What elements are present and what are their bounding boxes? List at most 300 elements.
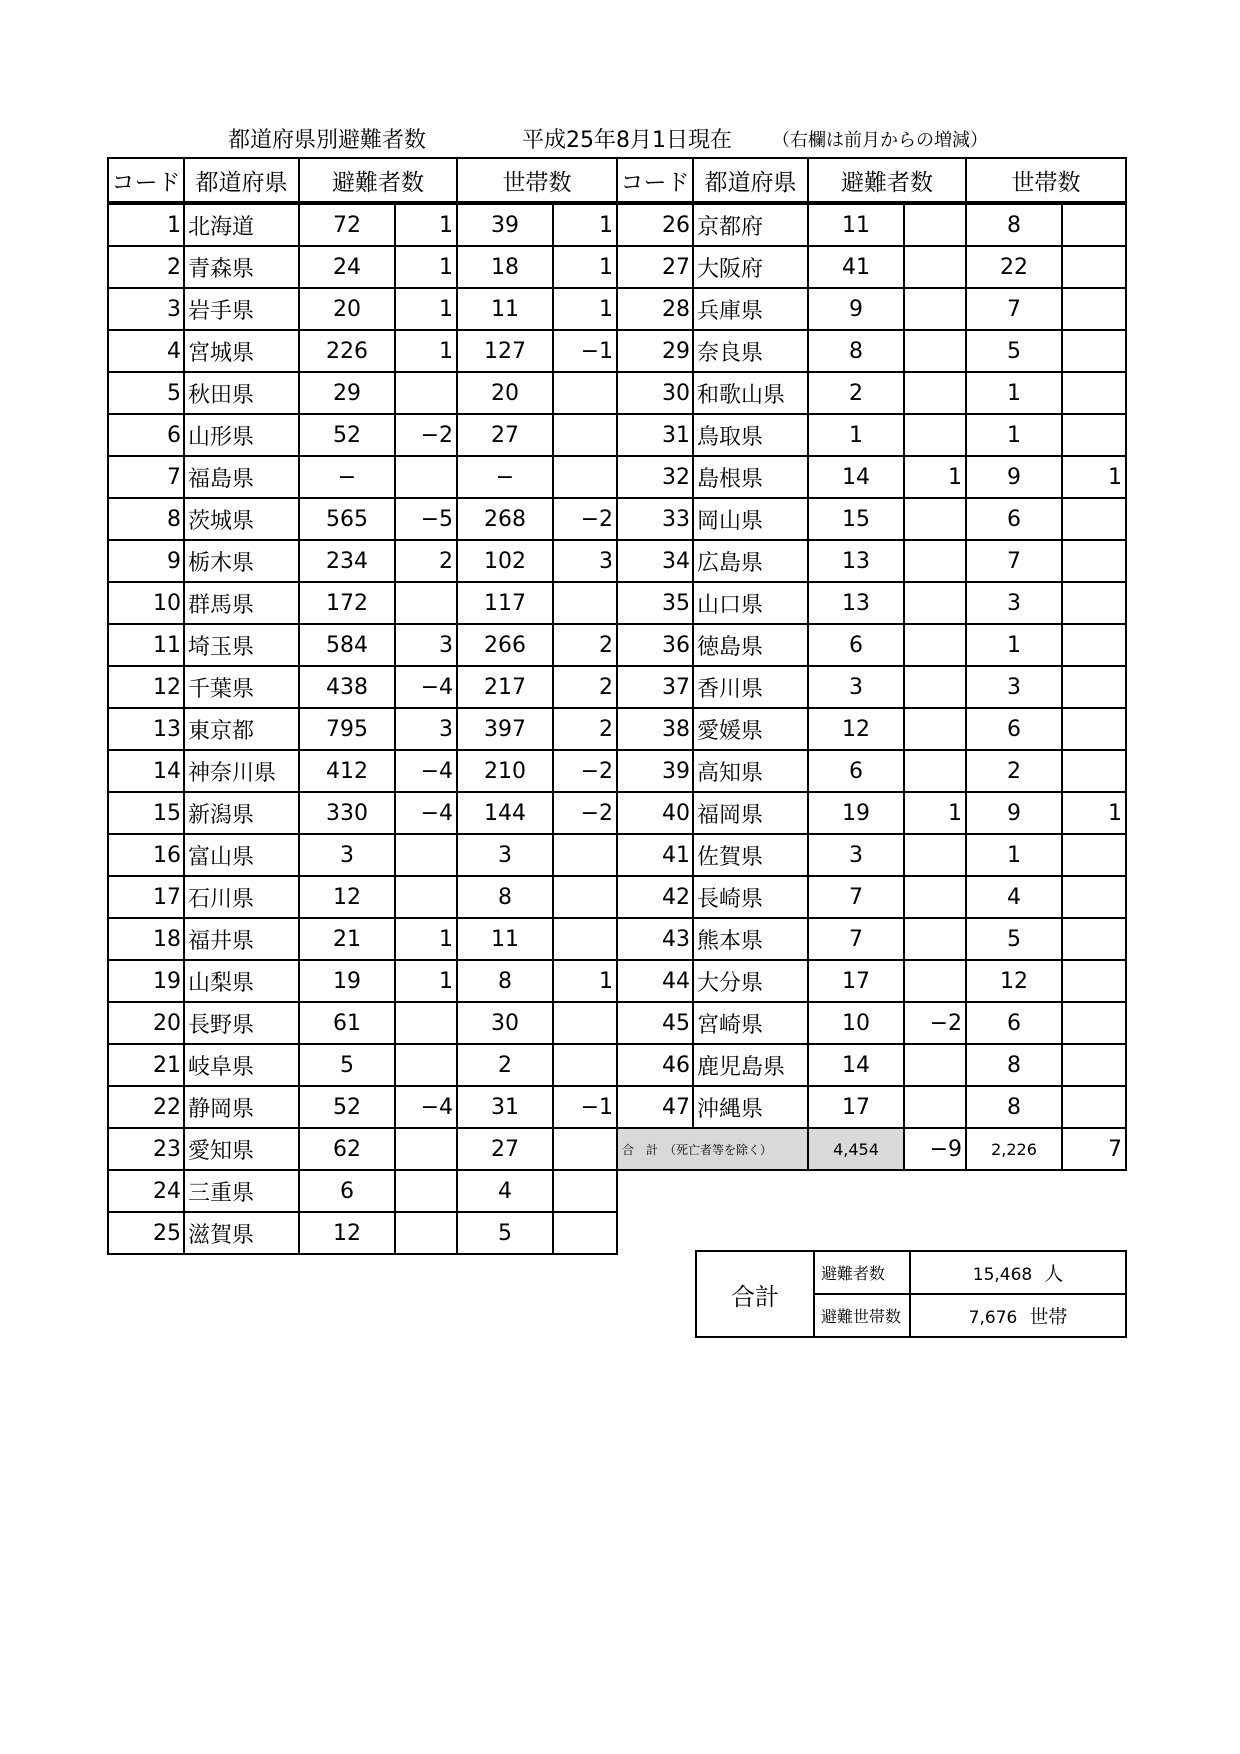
household-change [1062, 708, 1126, 750]
table-row [108, 834, 617, 876]
household-count: 3 [457, 834, 553, 876]
evacuee-count: 6 [808, 624, 904, 666]
prefecture-name: 鳥取県 [693, 414, 808, 456]
household-count: 1 [966, 624, 1062, 666]
prefecture-name: 熊本県 [693, 918, 808, 960]
total-evacuees-value: 15,468 [972, 1265, 1033, 1285]
subtotal-evacuee-change: −9 [904, 1128, 966, 1170]
household-count: 8 [966, 203, 1062, 246]
evacuee-change: 1 [395, 246, 457, 288]
evacuee-change: −4 [395, 666, 457, 708]
table-row [108, 1128, 617, 1170]
total-households-cell [910, 1294, 1126, 1337]
evacuee-count: 234 [299, 540, 395, 582]
household-count: 268 [457, 498, 553, 540]
table-row [617, 960, 1126, 1002]
household-change: −2 [553, 792, 617, 834]
household-count: 6 [966, 1002, 1062, 1044]
evacuee-count: 10 [808, 1002, 904, 1044]
evacuee-count: 2 [808, 372, 904, 414]
evacuee-count: 12 [299, 876, 395, 918]
total-evacuees-cell [910, 1251, 1126, 1294]
as-of-date: 平成25年8月1日現在 [522, 128, 732, 153]
table-row [108, 624, 617, 666]
evacuee-count: 19 [299, 960, 395, 1002]
household-count: 9 [966, 456, 1062, 498]
column-header-households: 世帯数 [966, 158, 1126, 203]
evacuee-change [395, 1002, 457, 1044]
household-change [1062, 372, 1126, 414]
column-header-evacuees: 避難者数 [808, 158, 966, 203]
prefecture-name: 東京都 [184, 708, 299, 750]
evacuee-count: 52 [299, 414, 395, 456]
prefecture-name: 徳島県 [693, 624, 808, 666]
prefecture-code: 42 [617, 876, 693, 918]
household-count: 30 [457, 1002, 553, 1044]
prefecture-name: 神奈川県 [184, 750, 299, 792]
evacuee-change: 1 [395, 288, 457, 330]
table-row [617, 918, 1126, 960]
prefecture-name: 埼玉県 [184, 624, 299, 666]
evacuee-change: 1 [904, 456, 966, 498]
table-row [617, 288, 1126, 330]
prefecture-name: 大阪府 [693, 246, 808, 288]
household-change [1062, 876, 1126, 918]
table-row [108, 1044, 617, 1086]
household-change: 3 [553, 540, 617, 582]
household-change: 1 [553, 288, 617, 330]
household-change [553, 582, 617, 624]
household-count: 117 [457, 582, 553, 624]
prefecture-code: 45 [617, 1002, 693, 1044]
evacuee-change [904, 498, 966, 540]
evacuee-count: 9 [808, 288, 904, 330]
table-row [108, 1212, 617, 1254]
prefecture-code: 35 [617, 582, 693, 624]
evacuee-change [904, 330, 966, 372]
evacuee-change: −5 [395, 498, 457, 540]
table-row [617, 624, 1126, 666]
column-header-code: コード [617, 158, 693, 203]
evacuee-change [904, 1044, 966, 1086]
household-count: 397 [457, 708, 553, 750]
prefecture-code: 36 [617, 624, 693, 666]
delta-note: （右欄は前月からの増減） [772, 130, 988, 151]
household-change [553, 456, 617, 498]
prefecture-code: 30 [617, 372, 693, 414]
prefecture-name: 香川県 [693, 666, 808, 708]
evacuee-change [395, 1128, 457, 1170]
prefecture-code: 29 [617, 330, 693, 372]
column-header-evacuees: 避難者数 [299, 158, 457, 203]
prefecture-code: 13 [108, 708, 184, 750]
prefecture-name: 静岡県 [184, 1086, 299, 1128]
household-change: 1 [1062, 456, 1126, 498]
household-change [1062, 1044, 1126, 1086]
prefecture-code: 32 [617, 456, 693, 498]
evacuee-count: 19 [808, 792, 904, 834]
table-row [108, 246, 617, 288]
prefecture-code: 1 [108, 203, 184, 246]
prefecture-name: 山口県 [693, 582, 808, 624]
household-count: 266 [457, 624, 553, 666]
total-evacuees-unit: 人 [1044, 1263, 1064, 1285]
evacuee-count: 6 [808, 750, 904, 792]
table-row [617, 708, 1126, 750]
evacuee-change [904, 624, 966, 666]
household-count: 8 [966, 1086, 1062, 1128]
evacuee-change [395, 1212, 457, 1254]
prefecture-name: 石川県 [184, 876, 299, 918]
prefecture-name: 栃木県 [184, 540, 299, 582]
prefecture-name: 鹿児島県 [693, 1044, 808, 1086]
household-count: 12 [966, 960, 1062, 1002]
household-count: 5 [457, 1212, 553, 1254]
prefecture-name: 福岡県 [693, 792, 808, 834]
prefecture-code: 21 [108, 1044, 184, 1086]
evacuee-change [395, 876, 457, 918]
evacuee-count: 41 [808, 246, 904, 288]
prefecture-name: 千葉県 [184, 666, 299, 708]
evacuee-count: 3 [808, 666, 904, 708]
household-count: 5 [966, 330, 1062, 372]
prefecture-name: 島根県 [693, 456, 808, 498]
evacuee-change [904, 918, 966, 960]
evacuee-count: 17 [808, 960, 904, 1002]
total-households-label: 避難世帯数 [814, 1294, 910, 1337]
household-change [553, 372, 617, 414]
table-row [108, 1086, 617, 1128]
evacuee-count: 3 [808, 834, 904, 876]
evacuee-count: 15 [808, 498, 904, 540]
evacuee-change: 1 [395, 960, 457, 1002]
table-row [617, 540, 1126, 582]
prefecture-code: 31 [617, 414, 693, 456]
prefecture-code: 27 [617, 246, 693, 288]
grand-total-table [695, 1250, 1127, 1338]
evacuee-count: − [299, 456, 395, 498]
table-row [617, 414, 1126, 456]
household-change: −1 [553, 1086, 617, 1128]
household-count: 22 [966, 246, 1062, 288]
household-change: −2 [553, 750, 617, 792]
table-row [108, 203, 617, 246]
table-row [108, 792, 617, 834]
grand-total-label: 合計 [696, 1251, 814, 1337]
prefecture-name: 岐阜県 [184, 1044, 299, 1086]
table-header-row [617, 158, 1126, 203]
table-row [617, 876, 1126, 918]
prefecture-code: 41 [617, 834, 693, 876]
prefecture-name: 青森県 [184, 246, 299, 288]
prefecture-code: 3 [108, 288, 184, 330]
prefecture-code: 16 [108, 834, 184, 876]
evacuee-count: 3 [299, 834, 395, 876]
household-count: 8 [457, 876, 553, 918]
evacuee-count: 5 [299, 1044, 395, 1086]
household-change [1062, 203, 1126, 246]
evacuee-count: 12 [808, 708, 904, 750]
household-change: −2 [553, 498, 617, 540]
household-change: 1 [553, 203, 617, 246]
table-row [617, 1044, 1126, 1086]
prefecture-code: 26 [617, 203, 693, 246]
table-row [108, 456, 617, 498]
prefecture-name: 奈良県 [693, 330, 808, 372]
prefecture-code: 6 [108, 414, 184, 456]
evacuee-count: 21 [299, 918, 395, 960]
table-row [617, 498, 1126, 540]
household-count: 210 [457, 750, 553, 792]
evacuee-count: 11 [808, 203, 904, 246]
household-change [1062, 582, 1126, 624]
evacuee-change: −4 [395, 750, 457, 792]
household-change: 2 [553, 624, 617, 666]
evacuee-count: 20 [299, 288, 395, 330]
table-row [108, 372, 617, 414]
household-count: 9 [966, 792, 1062, 834]
household-count: 3 [966, 666, 1062, 708]
household-count: 39 [457, 203, 553, 246]
prefecture-name: 福井県 [184, 918, 299, 960]
household-change [1062, 666, 1126, 708]
prefecture-code: 15 [108, 792, 184, 834]
evacuee-count: 226 [299, 330, 395, 372]
prefecture-name: 宮城県 [184, 330, 299, 372]
prefecture-code: 4 [108, 330, 184, 372]
evacuee-count: 12 [299, 1212, 395, 1254]
evacuee-change: 2 [395, 540, 457, 582]
evacuee-count: 7 [808, 876, 904, 918]
table-row [108, 1170, 617, 1212]
household-count: 11 [457, 918, 553, 960]
household-count: 1 [966, 414, 1062, 456]
household-count: 2 [457, 1044, 553, 1086]
evacuee-change [904, 834, 966, 876]
household-change [1062, 624, 1126, 666]
prefecture-code: 28 [617, 288, 693, 330]
prefecture-name: 長野県 [184, 1002, 299, 1044]
table-row [108, 414, 617, 456]
evacuee-change [395, 834, 457, 876]
prefecture-code: 22 [108, 1086, 184, 1128]
subtotal-evacuee-count: 4,454 [808, 1128, 904, 1170]
evacuee-count: 13 [808, 582, 904, 624]
prefecture-code: 24 [108, 1170, 184, 1212]
prefecture-code: 39 [617, 750, 693, 792]
evacuee-change [904, 414, 966, 456]
table-row [108, 876, 617, 918]
evacuee-count: 330 [299, 792, 395, 834]
evacuee-count: 584 [299, 624, 395, 666]
prefecture-name: 山梨県 [184, 960, 299, 1002]
table-row [617, 246, 1126, 288]
evacuee-change [904, 372, 966, 414]
prefecture-code: 34 [617, 540, 693, 582]
prefecture-name: 兵庫県 [693, 288, 808, 330]
household-change [1062, 414, 1126, 456]
household-count: 4 [966, 876, 1062, 918]
household-count: 27 [457, 414, 553, 456]
evacuee-count: 1 [808, 414, 904, 456]
prefecture-code: 20 [108, 1002, 184, 1044]
prefecture-name: 大分県 [693, 960, 808, 1002]
evacuee-change [904, 582, 966, 624]
household-change: 1 [1062, 792, 1126, 834]
prefecture-code: 33 [617, 498, 693, 540]
prefecture-name: 広島県 [693, 540, 808, 582]
household-count: 20 [457, 372, 553, 414]
evacuee-change [904, 246, 966, 288]
household-change [1062, 540, 1126, 582]
prefecture-code: 23 [108, 1128, 184, 1170]
prefecture-name: 三重県 [184, 1170, 299, 1212]
column-header-households: 世帯数 [457, 158, 617, 203]
evacuee-change [395, 456, 457, 498]
prefecture-name: 和歌山県 [693, 372, 808, 414]
household-change [1062, 1086, 1126, 1128]
evacuee-change: 1 [395, 918, 457, 960]
household-change [1062, 498, 1126, 540]
household-count: 4 [457, 1170, 553, 1212]
prefecture-name: 高知県 [693, 750, 808, 792]
prefecture-code: 2 [108, 246, 184, 288]
prefecture-name: 岩手県 [184, 288, 299, 330]
evacuee-count: 52 [299, 1086, 395, 1128]
prefecture-name: 新潟県 [184, 792, 299, 834]
evacuee-count: 438 [299, 666, 395, 708]
prefecture-name: 福島県 [184, 456, 299, 498]
table-row [108, 498, 617, 540]
household-change [553, 1002, 617, 1044]
column-header-prefecture: 都道府県 [693, 158, 808, 203]
household-change [1062, 246, 1126, 288]
evacuee-change: 1 [395, 203, 457, 246]
table-row [108, 918, 617, 960]
table-row [617, 666, 1126, 708]
household-count: 5 [966, 918, 1062, 960]
prefecture-code: 43 [617, 918, 693, 960]
prefecture-name: 宮崎県 [693, 1002, 808, 1044]
evacuee-change [904, 1086, 966, 1128]
evacuee-count: 565 [299, 498, 395, 540]
table-row [617, 582, 1126, 624]
prefecture-code: 14 [108, 750, 184, 792]
prefecture-name: 秋田県 [184, 372, 299, 414]
household-change [553, 876, 617, 918]
prefecture-name: 北海道 [184, 203, 299, 246]
subtotal-label: 合 計 （死亡者等を除く） [617, 1128, 808, 1170]
evacuee-change: −4 [395, 792, 457, 834]
prefecture-code: 18 [108, 918, 184, 960]
table-row [108, 330, 617, 372]
evacuee-change [395, 1044, 457, 1086]
table-row [617, 330, 1126, 372]
evacuee-count: 7 [808, 918, 904, 960]
household-count: 1 [966, 372, 1062, 414]
household-change [553, 834, 617, 876]
evacuee-change: 3 [395, 624, 457, 666]
table-header-row [108, 158, 617, 203]
evacuee-count: 17 [808, 1086, 904, 1128]
household-change [1062, 330, 1126, 372]
prefecture-code: 9 [108, 540, 184, 582]
household-change: 2 [553, 666, 617, 708]
evacuee-change [904, 708, 966, 750]
evacuee-count: 13 [808, 540, 904, 582]
total-households-unit: 世帯 [1029, 1306, 1068, 1328]
table-row [108, 708, 617, 750]
evacuee-count: 29 [299, 372, 395, 414]
evacuee-count: 24 [299, 246, 395, 288]
evacuee-change [395, 582, 457, 624]
prefecture-name: 愛知県 [184, 1128, 299, 1170]
subtotal-household-change: 7 [1062, 1128, 1126, 1170]
document-title: 都道府県別避難者数 [228, 128, 427, 153]
evacuee-change [395, 372, 457, 414]
evacuee-change [904, 750, 966, 792]
prefecture-name: 富山県 [184, 834, 299, 876]
evacuee-change: 3 [395, 708, 457, 750]
left-prefecture-table [107, 157, 618, 1255]
household-count: 7 [966, 288, 1062, 330]
household-change [1062, 960, 1126, 1002]
table-row [108, 288, 617, 330]
prefecture-code: 8 [108, 498, 184, 540]
evacuee-count: 14 [808, 456, 904, 498]
prefecture-code: 11 [108, 624, 184, 666]
household-change: 2 [553, 708, 617, 750]
column-header-prefecture: 都道府県 [184, 158, 299, 203]
evacuee-change [395, 1170, 457, 1212]
evacuee-change [904, 203, 966, 246]
table-row [108, 750, 617, 792]
table-row [108, 540, 617, 582]
evacuee-count: 61 [299, 1002, 395, 1044]
prefecture-code: 7 [108, 456, 184, 498]
table-row [108, 666, 617, 708]
household-change [553, 918, 617, 960]
evacuee-change [904, 540, 966, 582]
table-row [617, 750, 1126, 792]
table-row [617, 792, 1126, 834]
household-count: 18 [457, 246, 553, 288]
table-row [617, 203, 1126, 246]
prefecture-name: 京都府 [693, 203, 808, 246]
prefecture-name: 山形県 [184, 414, 299, 456]
prefecture-code: 46 [617, 1044, 693, 1086]
table-row [617, 456, 1126, 498]
evacuee-count: 412 [299, 750, 395, 792]
household-change: 1 [553, 960, 617, 1002]
household-count: 144 [457, 792, 553, 834]
household-change [553, 414, 617, 456]
household-change [553, 1044, 617, 1086]
prefecture-code: 37 [617, 666, 693, 708]
household-count: 2 [966, 750, 1062, 792]
household-count: 127 [457, 330, 553, 372]
evacuee-count: 6 [299, 1170, 395, 1212]
household-count: 6 [966, 498, 1062, 540]
evacuee-count: 172 [299, 582, 395, 624]
evacuee-change [904, 960, 966, 1002]
prefecture-code: 5 [108, 372, 184, 414]
subtotal-household-count: 2,226 [966, 1128, 1062, 1170]
table-row [108, 960, 617, 1002]
household-change: 1 [553, 246, 617, 288]
household-change [553, 1128, 617, 1170]
evacuee-change: −2 [904, 1002, 966, 1044]
